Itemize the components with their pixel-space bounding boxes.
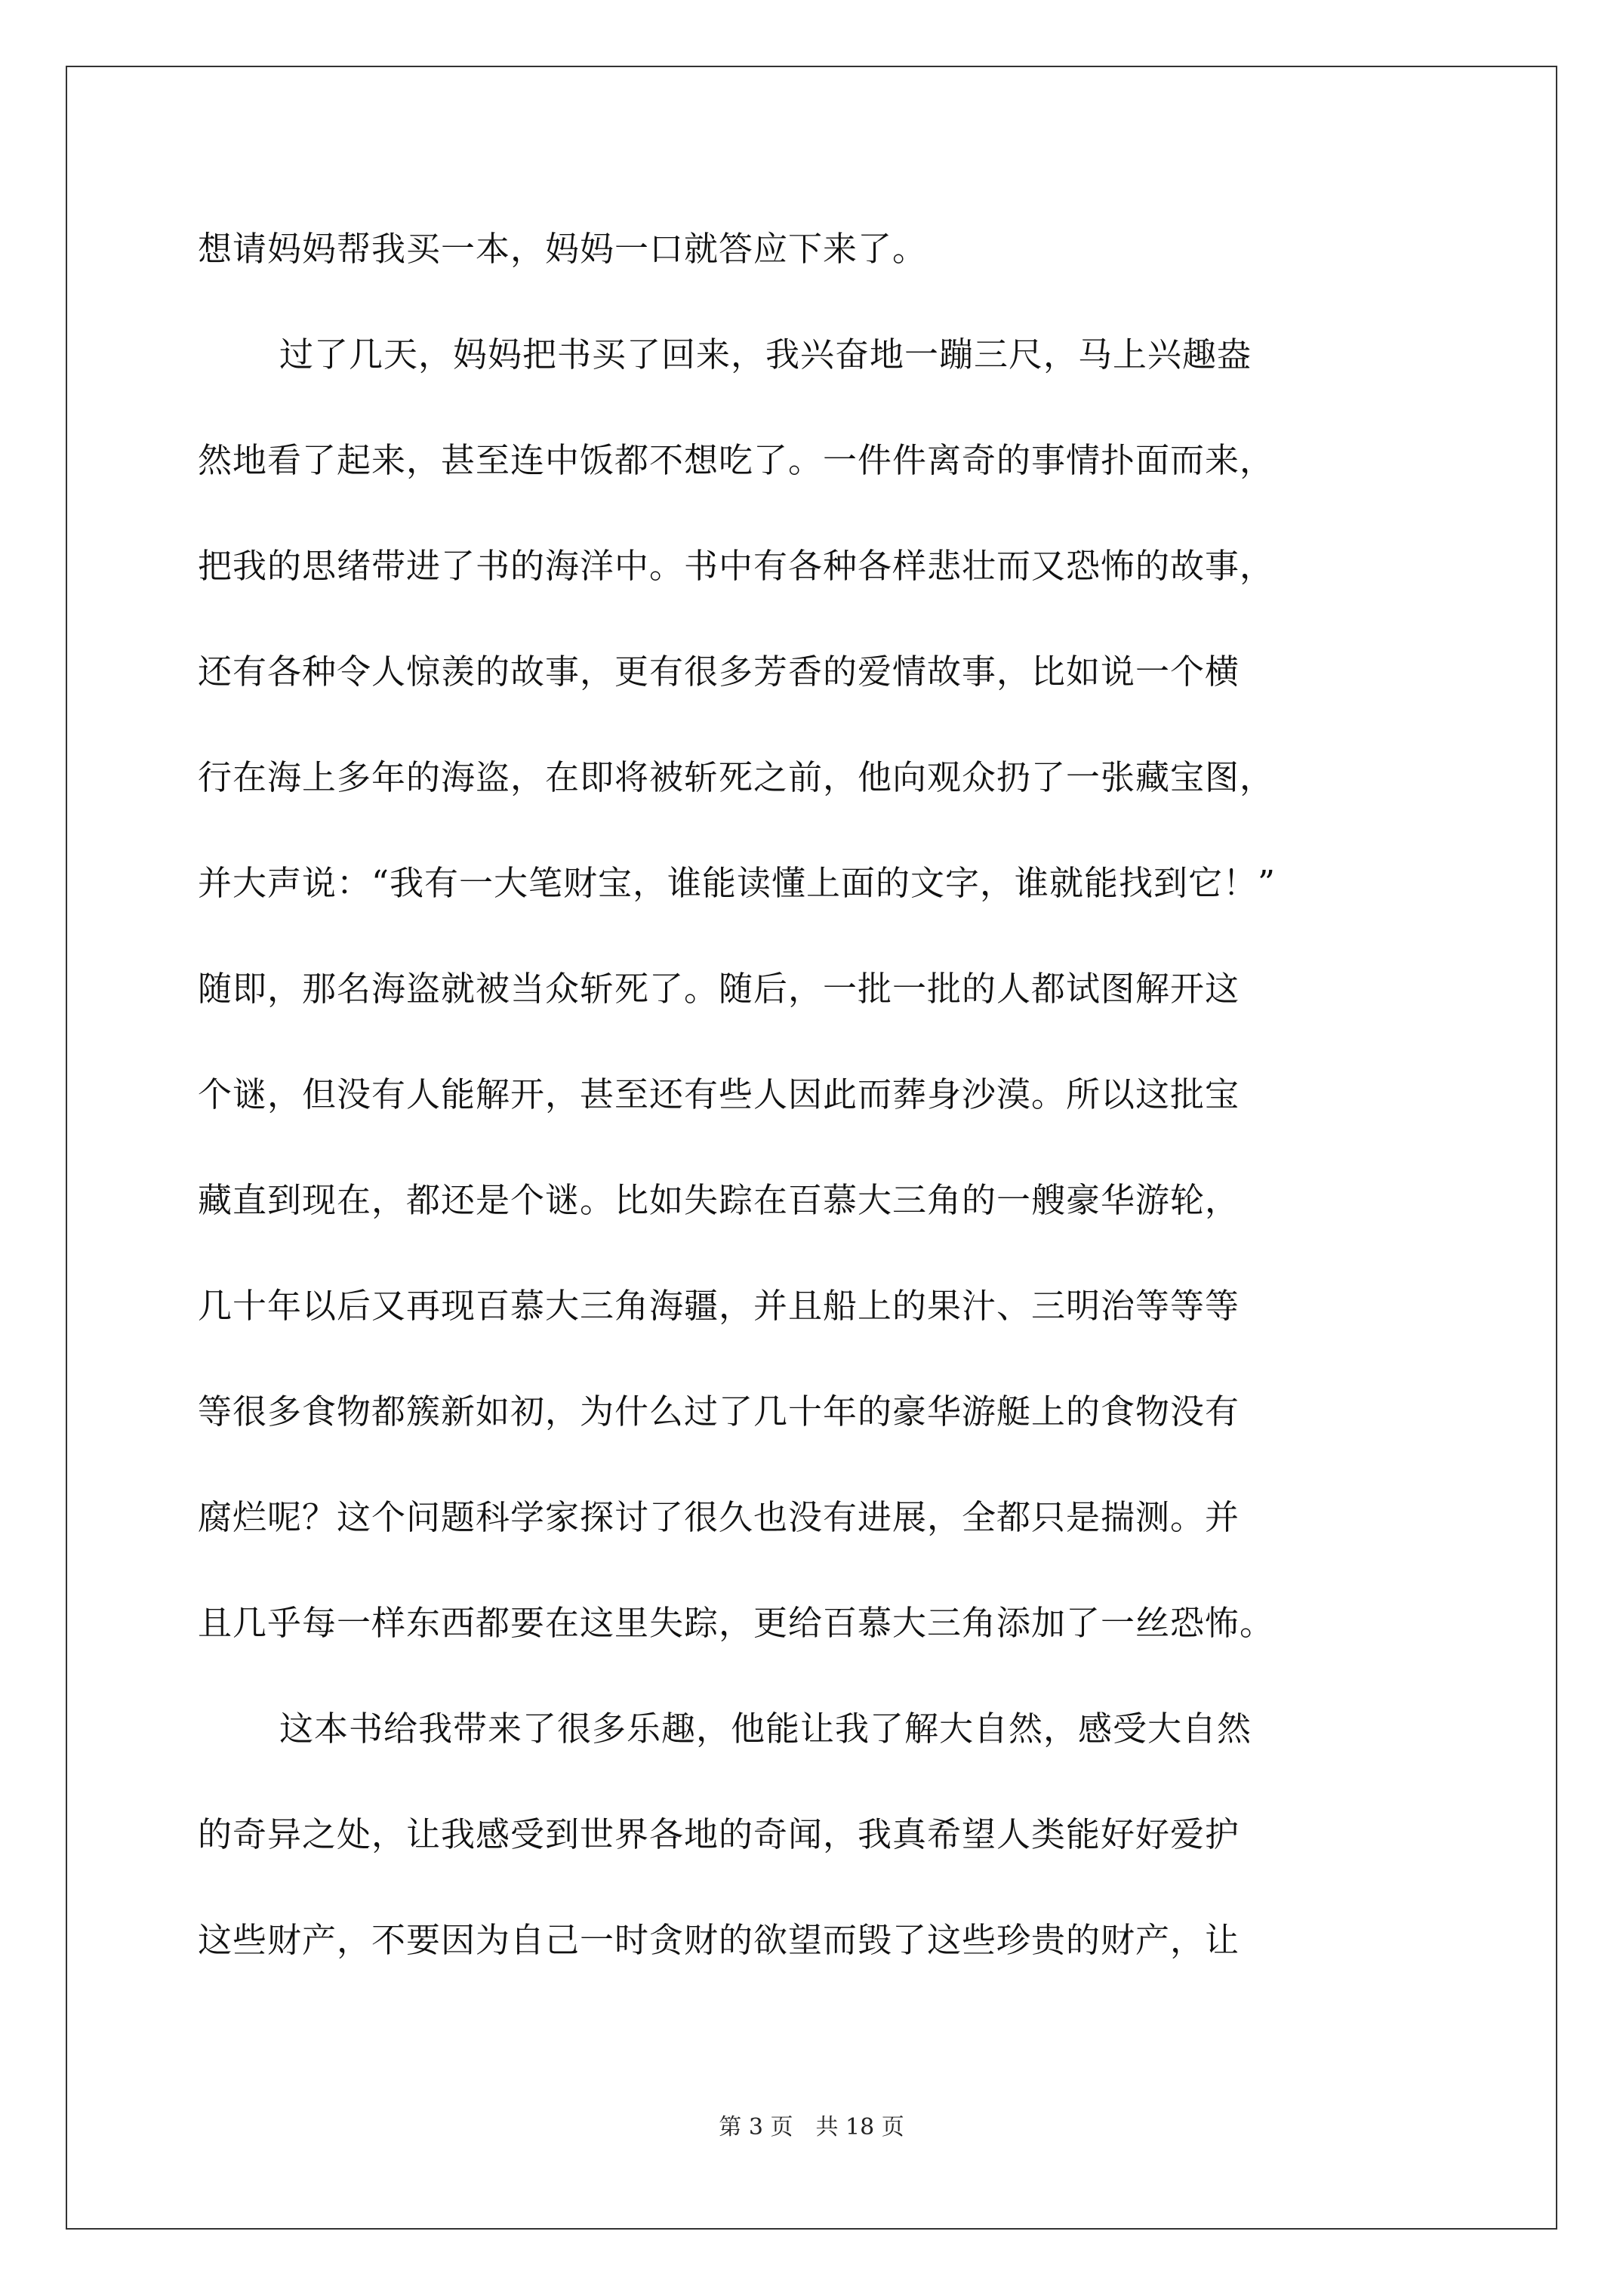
text-line: 等很多食物都簇新如初，为什么过了几十年的豪华游艇上的食物没有 [198,1391,1240,1432]
text-line: 的奇异之处，让我感受到世界各地的奇闻，我真希望人类能好好爱护 [198,1814,1240,1854]
text-line: 这些财产，不要因为自己一时贪财的欲望而毁了这些珍贵的财产，让 [198,1920,1240,1960]
text-line: 然地看了起来，甚至连中饭都不想吃了。一件件离奇的事情扑面而来， [198,440,1275,480]
page-number: 第 3 页 [719,2114,793,2140]
text-line: 还有各种令人惊羡的故事，更有很多芳香的爱情故事，比如说一个横 [198,652,1240,692]
text-line: 并大声说：“我有一大笔财宝，谁能读懂上面的文字，谁就能找到它！” [198,863,1277,903]
paragraph-start-line: 过了几天，妈妈把书买了回来，我兴奋地一蹦三尺，马上兴趣盎 [279,334,1252,374]
text-line: 个谜，但没有人能解开，甚至还有些人因此而葬身沙漠。所以这批宝 [198,1074,1240,1114]
page-footer [0,2108,1623,2141]
text-line: 想请妈妈帮我买一本，妈妈一口就答应下来了。 [198,229,928,269]
text-line: 藏直到现在，都还是个谜。比如失踪在百慕大三角的一艘豪华游轮， [198,1180,1240,1220]
text-line: 把我的思绪带进了书的海洋中。书中有各种各样悲壮而又恐怖的故事， [198,546,1275,586]
text-line: 腐烂呢？这个问题科学家探讨了很久也没有进展，全都只是揣测。并 [198,1497,1240,1537]
text-line: 几十年以后又再现百慕大三角海疆，并且船上的果汁、三明治等等等 [198,1286,1240,1326]
text-line: 随即，那名海盗就被当众斩死了。随后，一批一批的人都试图解开这 [198,969,1240,1009]
page-border [66,66,1557,2230]
paragraph-start-line: 这本书给我带来了很多乐趣，他能让我了解大自然，感受大自然 [279,1709,1252,1749]
page-total: 共 18 页 [815,2114,904,2140]
text-line: 行在海上多年的海盗，在即将被斩死之前，他向观众扔了一张藏宝图， [198,757,1275,797]
text-line: 且几乎每一样东西都要在这里失踪，更给百慕大三角添加了一丝恐怖。 [198,1603,1275,1643]
